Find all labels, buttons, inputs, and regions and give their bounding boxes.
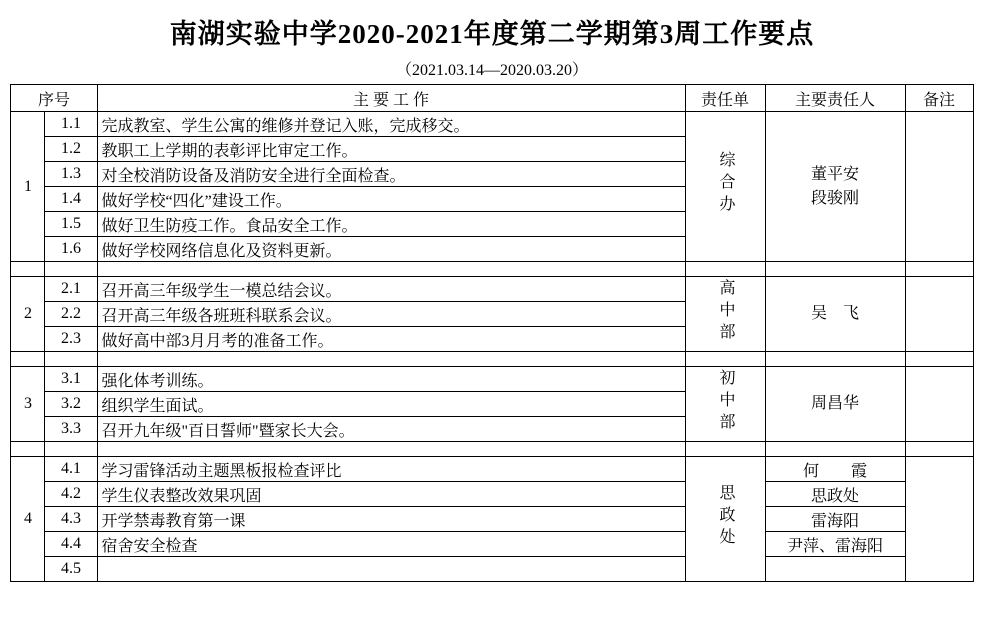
row-task: 宿舍安全检查 [97,532,685,557]
row-task: 召开高三年级各班班科联系会议。 [97,302,685,327]
row-no: 2.1 [45,277,97,302]
row-person: 雷海阳 [765,507,905,532]
table-row [11,367,973,392]
group-dept [685,277,765,352]
row-task [97,557,685,582]
person-name: 吴 飞 [810,305,859,322]
group-dept-label: 初中部 [717,368,734,435]
separator-cell [97,442,685,457]
row-no: 1.1 [45,112,97,137]
table-header [11,85,973,112]
separator-cell [11,352,45,367]
row-no: 4.3 [45,507,97,532]
row-task: 学习雷锋活动主题黑板报检查评比 [97,457,685,482]
row-task: 学生仪表整改效果巩固 [97,482,685,507]
row-task: 召开九年级"百日誓师"暨家长大会。 [97,417,685,442]
separator-cell [905,262,973,277]
group-dept-label: 高中部 [717,278,734,345]
group-index: 4 [11,457,45,582]
row-no: 4.4 [45,532,97,557]
separator-cell [905,442,973,457]
page-subtitle: （2021.03.14—2020.03.20） [395,62,588,79]
separator-cell [97,352,685,367]
page-title: 南湖实验中学2020-2021年度第二学期第3周工作要点 [169,19,815,49]
group-remark [905,112,973,262]
group-dept-label: 思政处 [717,483,734,550]
row-no: 4.5 [45,557,97,582]
header-dept: 责任单 [685,85,765,112]
group-person [765,277,905,352]
header-person: 主要责任人 [765,85,905,112]
group-remark [905,367,973,442]
row-task: 开学禁毒教育第一课 [97,507,685,532]
row-no: 1.5 [45,212,97,237]
header-remark: 备注 [905,85,973,112]
row-no: 1.4 [45,187,97,212]
separator-cell [45,352,97,367]
table-row [11,457,973,482]
row-task: 做好卫生防疫工作。食品安全工作。 [97,212,685,237]
row-no: 3.1 [45,367,97,392]
separator-cell [45,262,97,277]
row-task: 做好学校“四化”建设工作。 [97,187,685,212]
row-task: 做好学校网络信息化及资料更新。 [97,237,685,262]
table-row [11,532,973,557]
table-row [11,482,973,507]
group-person [765,112,905,262]
group-dept [685,457,765,582]
row-task: 强化体考训练。 [97,367,685,392]
row-no: 2.2 [45,302,97,327]
group-remark [905,457,973,582]
row-task: 对全校消防设备及消防安全进行全面检查。 [97,162,685,187]
row-person: 何 霞 [765,457,905,482]
separator-cell [765,352,905,367]
row-person [765,557,905,582]
separator-cell [765,442,905,457]
group-index: 3 [11,367,45,442]
work-plan-table [10,84,973,582]
person-name: 段骏刚 [810,189,859,207]
header-no: 序号 [11,85,97,112]
table-row [11,112,973,137]
row-task: 做好高中部3月月考的准备工作。 [97,327,685,352]
group-separator [11,442,973,457]
row-no: 3.2 [45,392,97,417]
separator-cell [685,442,765,457]
group-index: 1 [11,112,45,262]
table-row [11,507,973,532]
separator-cell [11,262,45,277]
row-person: 思政处 [765,482,905,507]
group-dept [685,112,765,262]
row-no: 2.3 [45,327,97,352]
table-row [11,277,973,302]
group-remark [905,277,973,352]
separator-cell [765,262,905,277]
separator-cell [45,442,97,457]
separator-cell [905,352,973,367]
separator-cell [685,352,765,367]
group-index: 2 [11,277,45,352]
person-name: 周昌华 [810,395,859,412]
person-name: 董平安 [810,165,859,183]
row-no: 4.1 [45,457,97,482]
separator-cell [97,262,685,277]
group-dept [685,367,765,442]
row-task: 教职工上学期的表彰评比审定工作。 [97,137,685,162]
row-task: 召开高三年级学生一模总结会议。 [97,277,685,302]
row-no: 1.2 [45,137,97,162]
group-separator [11,352,973,367]
row-no: 1.6 [45,237,97,262]
separator-cell [685,262,765,277]
row-task: 组织学生面试。 [97,392,685,417]
separator-cell [11,442,45,457]
table-row [11,557,973,582]
group-separator [11,262,973,277]
row-no: 3.3 [45,417,97,442]
row-person: 尹萍、雷海阳 [765,532,905,557]
row-no: 1.3 [45,162,97,187]
group-dept-label: 综合办 [717,151,734,217]
header-task: 主 要 工 作 [97,85,685,112]
group-person [765,367,905,442]
row-task: 完成教室、学生公寓的维修并登记入账，完成移交。 [97,112,685,137]
row-no: 4.2 [45,482,97,507]
